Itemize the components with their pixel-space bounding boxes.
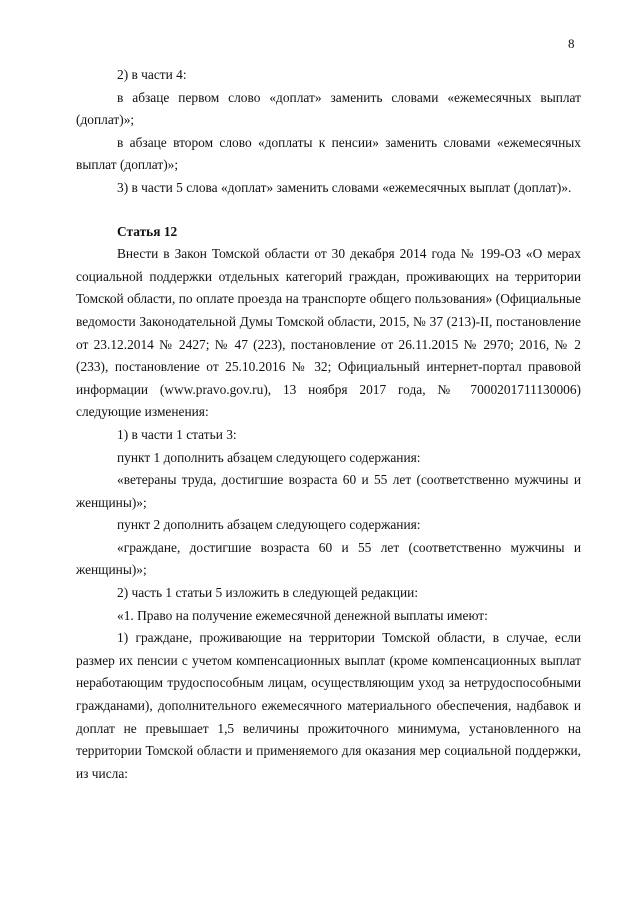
- paragraph: 1) граждане, проживающие на территории Томской области, в случае, если размер их пенсии с учетом компенсационных выплат (кроме компенсационных выплат неработающим трудоспособным лицам, осуществляющим уход за нетрудоспособными гражданами), дополнительного ежемесячного материального обеспечения, надбавок и доплат не превышает 1,5 величины прожиточного минимума, установленного на территории Томской области и применяемого для оказания мер социальной поддержки, из числа:: [76, 630, 581, 781]
- article-heading: Статья 12: [117, 223, 178, 239]
- page-number: 8: [568, 36, 575, 51]
- paragraph: «ветераны труда, достигшие возраста 60 и 55 лет (соответственно мужчины и женщины)»;: [76, 472, 581, 510]
- paragraph: 1) в части 1 статьи 3:: [117, 426, 237, 442]
- paragraph: пункт 1 дополнить абзацем следующего содержания:: [117, 449, 421, 465]
- paragraph: «граждане, достигшие возраста 60 и 55 лет (соответственно мужчины и женщины)»;: [76, 539, 581, 578]
- paragraph: 2) часть 1 статьи 5 изложить в следующей редакции:: [117, 585, 419, 601]
- paragraph: пункт 2 дополнить абзацем следующего содержания:: [117, 517, 421, 533]
- paragraph: «1. Право на получение ежемесячной денежной выплаты имеют:: [117, 607, 488, 623]
- paragraph: в абзаце втором слово «доплаты к пенсии» заменить словами «ежемесячных выплат (доплат)»;: [76, 134, 581, 173]
- document-body: [76, 64, 581, 785]
- paragraph: Внести в Закон Томской области от 30 декабря 2014 года № 199-ОЗ «О мерах социальной поддержки отдельных категорий граждан, проживающих на территории Томской области, по оплате проезда на транспорте общего пользования» (Официальные ведомости Законодательной Думы Томской области, 2015, № 37 (213)-II, постановление от 23.12.2014 № 2427; № 47 (223), постановление от 26.11.2015 № 2970; 2016, № 2 (233), постановление от 25.10.2016 № 32; Официальный интернет-портал правовой информации (www.pravo.gov.ru), 13 ноября 2017 года, № 7000201711130006) следующие изменения:: [76, 246, 581, 420]
- paragraph: 2) в части 4:: [117, 67, 187, 82]
- paragraph: 3) в части 5 слова «доплат» заменить словами «ежемесячных выплат (доплат)».: [117, 179, 572, 195]
- paragraph: в абзаце первом слово «доплат» заменить словами «ежемесячных выплат (доплат)»;: [76, 89, 581, 128]
